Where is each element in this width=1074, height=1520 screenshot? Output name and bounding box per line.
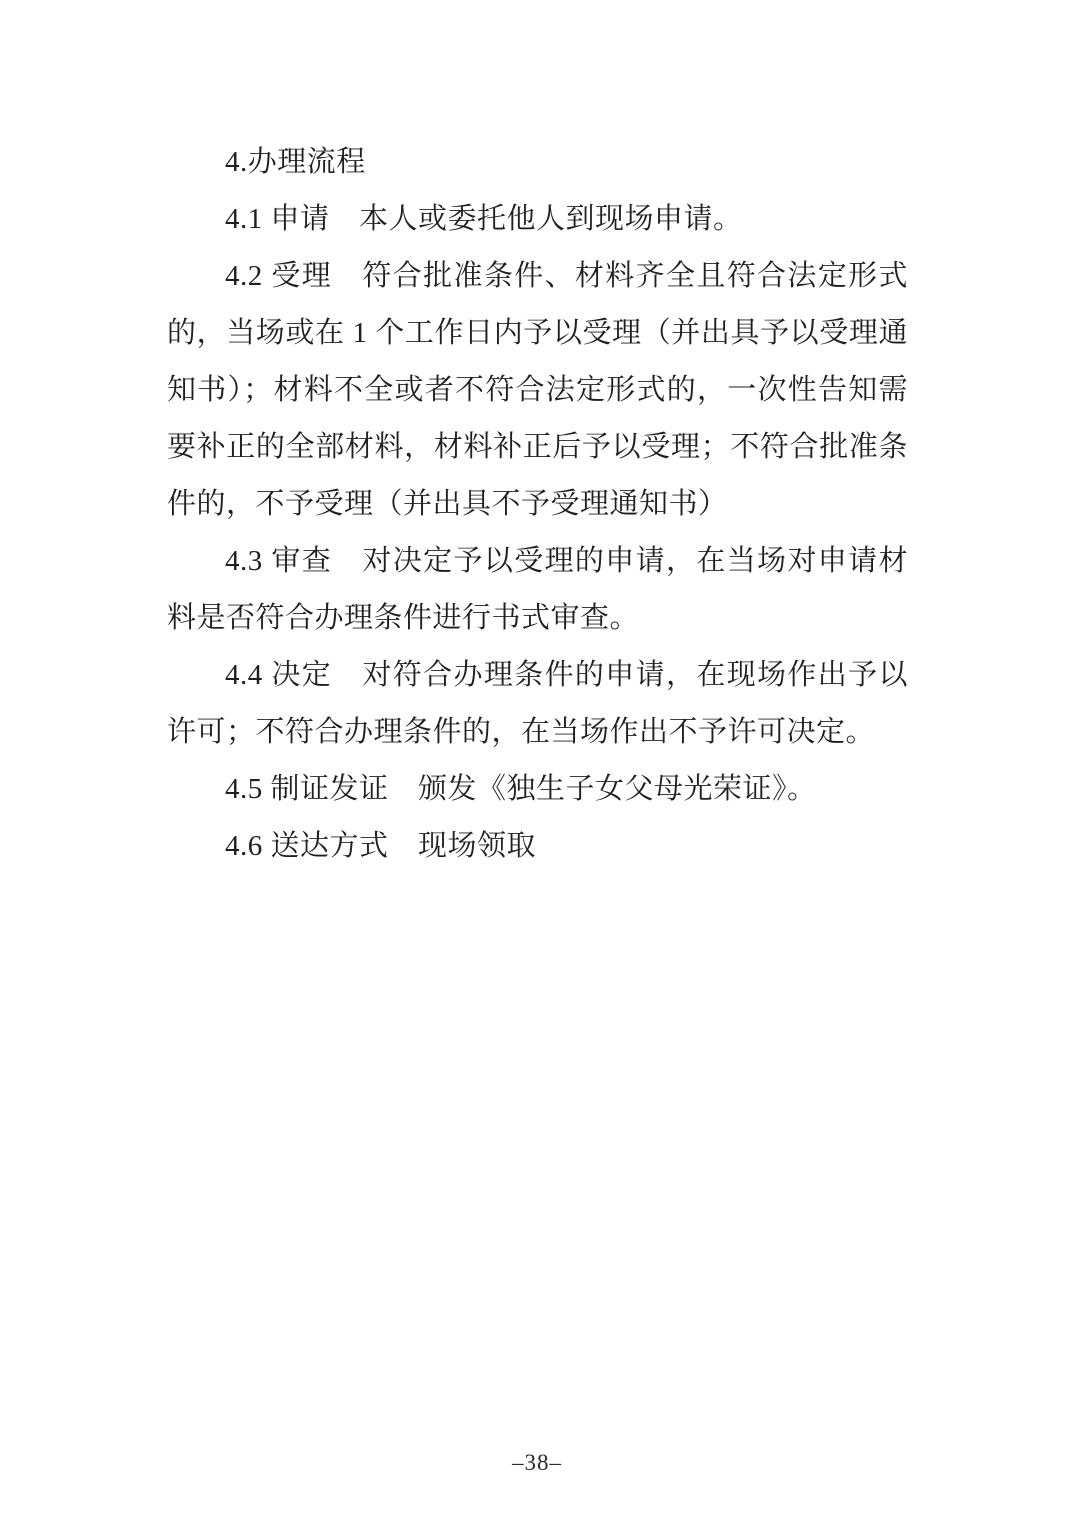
paragraph-4-5-certificate-issuance: 4.5 制证发证 颁发《独生子女父母光荣证》。: [225, 773, 817, 805]
page-number: –38–: [512, 1450, 562, 1475]
paragraph-4-4-decision: 4.4 决定 对符合办理条件的申请，在现场作出予以许可；不符合办理条件的，在当场作出不予许可决定。: [167, 659, 908, 748]
section-heading-process-flow: 4.办理流程: [225, 146, 366, 178]
document-body: [167, 134, 908, 875]
paragraph-4-6-delivery-method: 4.6 送达方式 现场领取: [225, 830, 537, 862]
paragraph-4-2-acceptance: 4.2 受理 符合批准条件、材料齐全且符合法定形式的，当场或在 1 个工作日内予以受理（并出具予以受理通知书）；材料不全或者不符合法定形式的，一次性告知需要补正的全部材料，材料补正后予以受理；不符合批准条件的，不予受理（并出具不予受理通知书）: [167, 260, 908, 520]
paragraph-4-1-application: 4.1 申请 本人或委托他人到现场申请。: [225, 203, 743, 235]
paragraph-4-3-review: 4.3 审查 对决定予以受理的申请，在当场对申请材料是否符合办理条件进行书式审查。: [167, 545, 908, 634]
